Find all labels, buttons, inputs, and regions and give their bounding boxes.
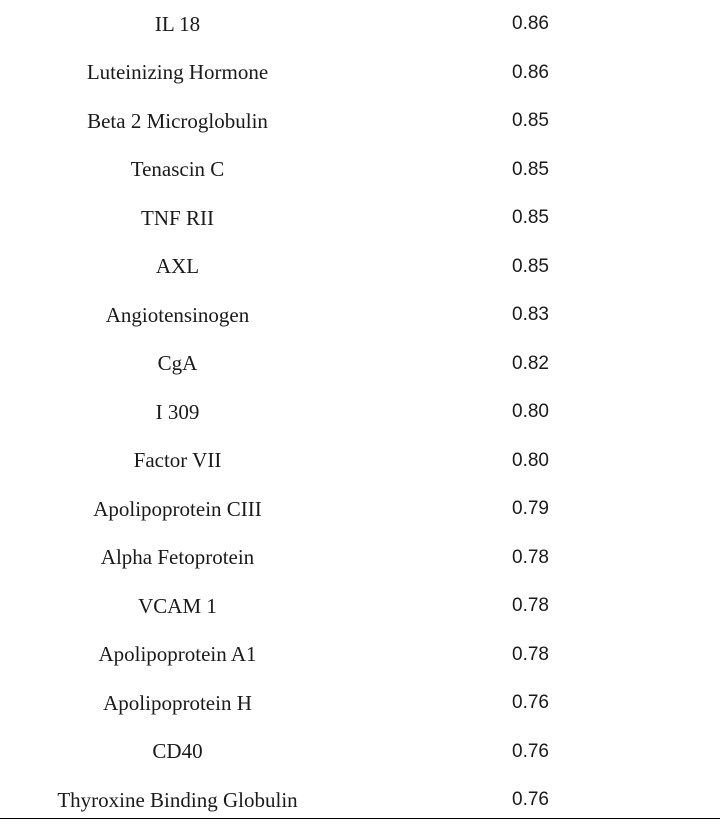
marker-value: 0.86 [512, 61, 549, 83]
marker-value: 0.86 [512, 13, 549, 35]
marker-name: Apolipoprotein CIII [93, 496, 262, 521]
marker-value: 0.76 [512, 740, 549, 762]
table-row [0, 728, 720, 777]
marker-name: Beta 2 Microglobulin [87, 108, 268, 133]
marker-name: Apolipoprotein H [103, 690, 252, 715]
marker-value: 0.85 [512, 255, 549, 277]
table-row [0, 49, 720, 98]
marker-name: IL 18 [154, 11, 201, 36]
marker-name: Angiotensinogen [105, 302, 250, 327]
marker-value: 0.78 [512, 643, 549, 665]
marker-name: CD40 [152, 739, 203, 764]
marker-value: 0.79 [512, 498, 549, 520]
marker-name: CgA [157, 351, 198, 376]
table-row [0, 437, 720, 486]
marker-name: Thyroxine Binding Globulin [57, 787, 298, 812]
table-row [0, 388, 720, 437]
table-row [0, 340, 720, 389]
table-row [0, 291, 720, 340]
table-row [0, 631, 720, 680]
marker-name: Alpha Fetoprotein [100, 545, 255, 570]
marker-value: 0.82 [512, 352, 549, 374]
table-row [0, 485, 720, 534]
marker-value: 0.76 [512, 692, 549, 714]
marker-name: VCAM 1 [138, 593, 217, 618]
marker-value: 0.76 [512, 789, 549, 811]
marker-name: I 309 [155, 399, 200, 424]
table-row [0, 534, 720, 583]
marker-name: AXL [155, 254, 200, 279]
marker-value: 0.83 [512, 304, 549, 326]
marker-value: 0.85 [512, 110, 549, 132]
marker-value: 0.80 [512, 449, 549, 471]
marker-name: Factor VII [133, 448, 222, 473]
table-row [0, 0, 720, 49]
table-row [0, 679, 720, 728]
table-row [0, 582, 720, 631]
table-row [0, 97, 720, 146]
marker-name: Luteinizing Hormone [86, 60, 269, 85]
marker-value: 0.85 [512, 207, 549, 229]
marker-value: 0.80 [512, 401, 549, 423]
marker-value: 0.78 [512, 546, 549, 568]
marker-name: Apolipoprotein A1 [98, 642, 257, 667]
marker-name: Tenascin C [130, 157, 225, 182]
table-row [0, 243, 720, 292]
marker-value: 0.78 [512, 595, 549, 617]
table-bottom-rule [0, 818, 720, 819]
table-row [0, 194, 720, 243]
marker-name: TNF RII [141, 205, 214, 230]
marker-value: 0.85 [512, 158, 549, 180]
table-row [0, 146, 720, 195]
